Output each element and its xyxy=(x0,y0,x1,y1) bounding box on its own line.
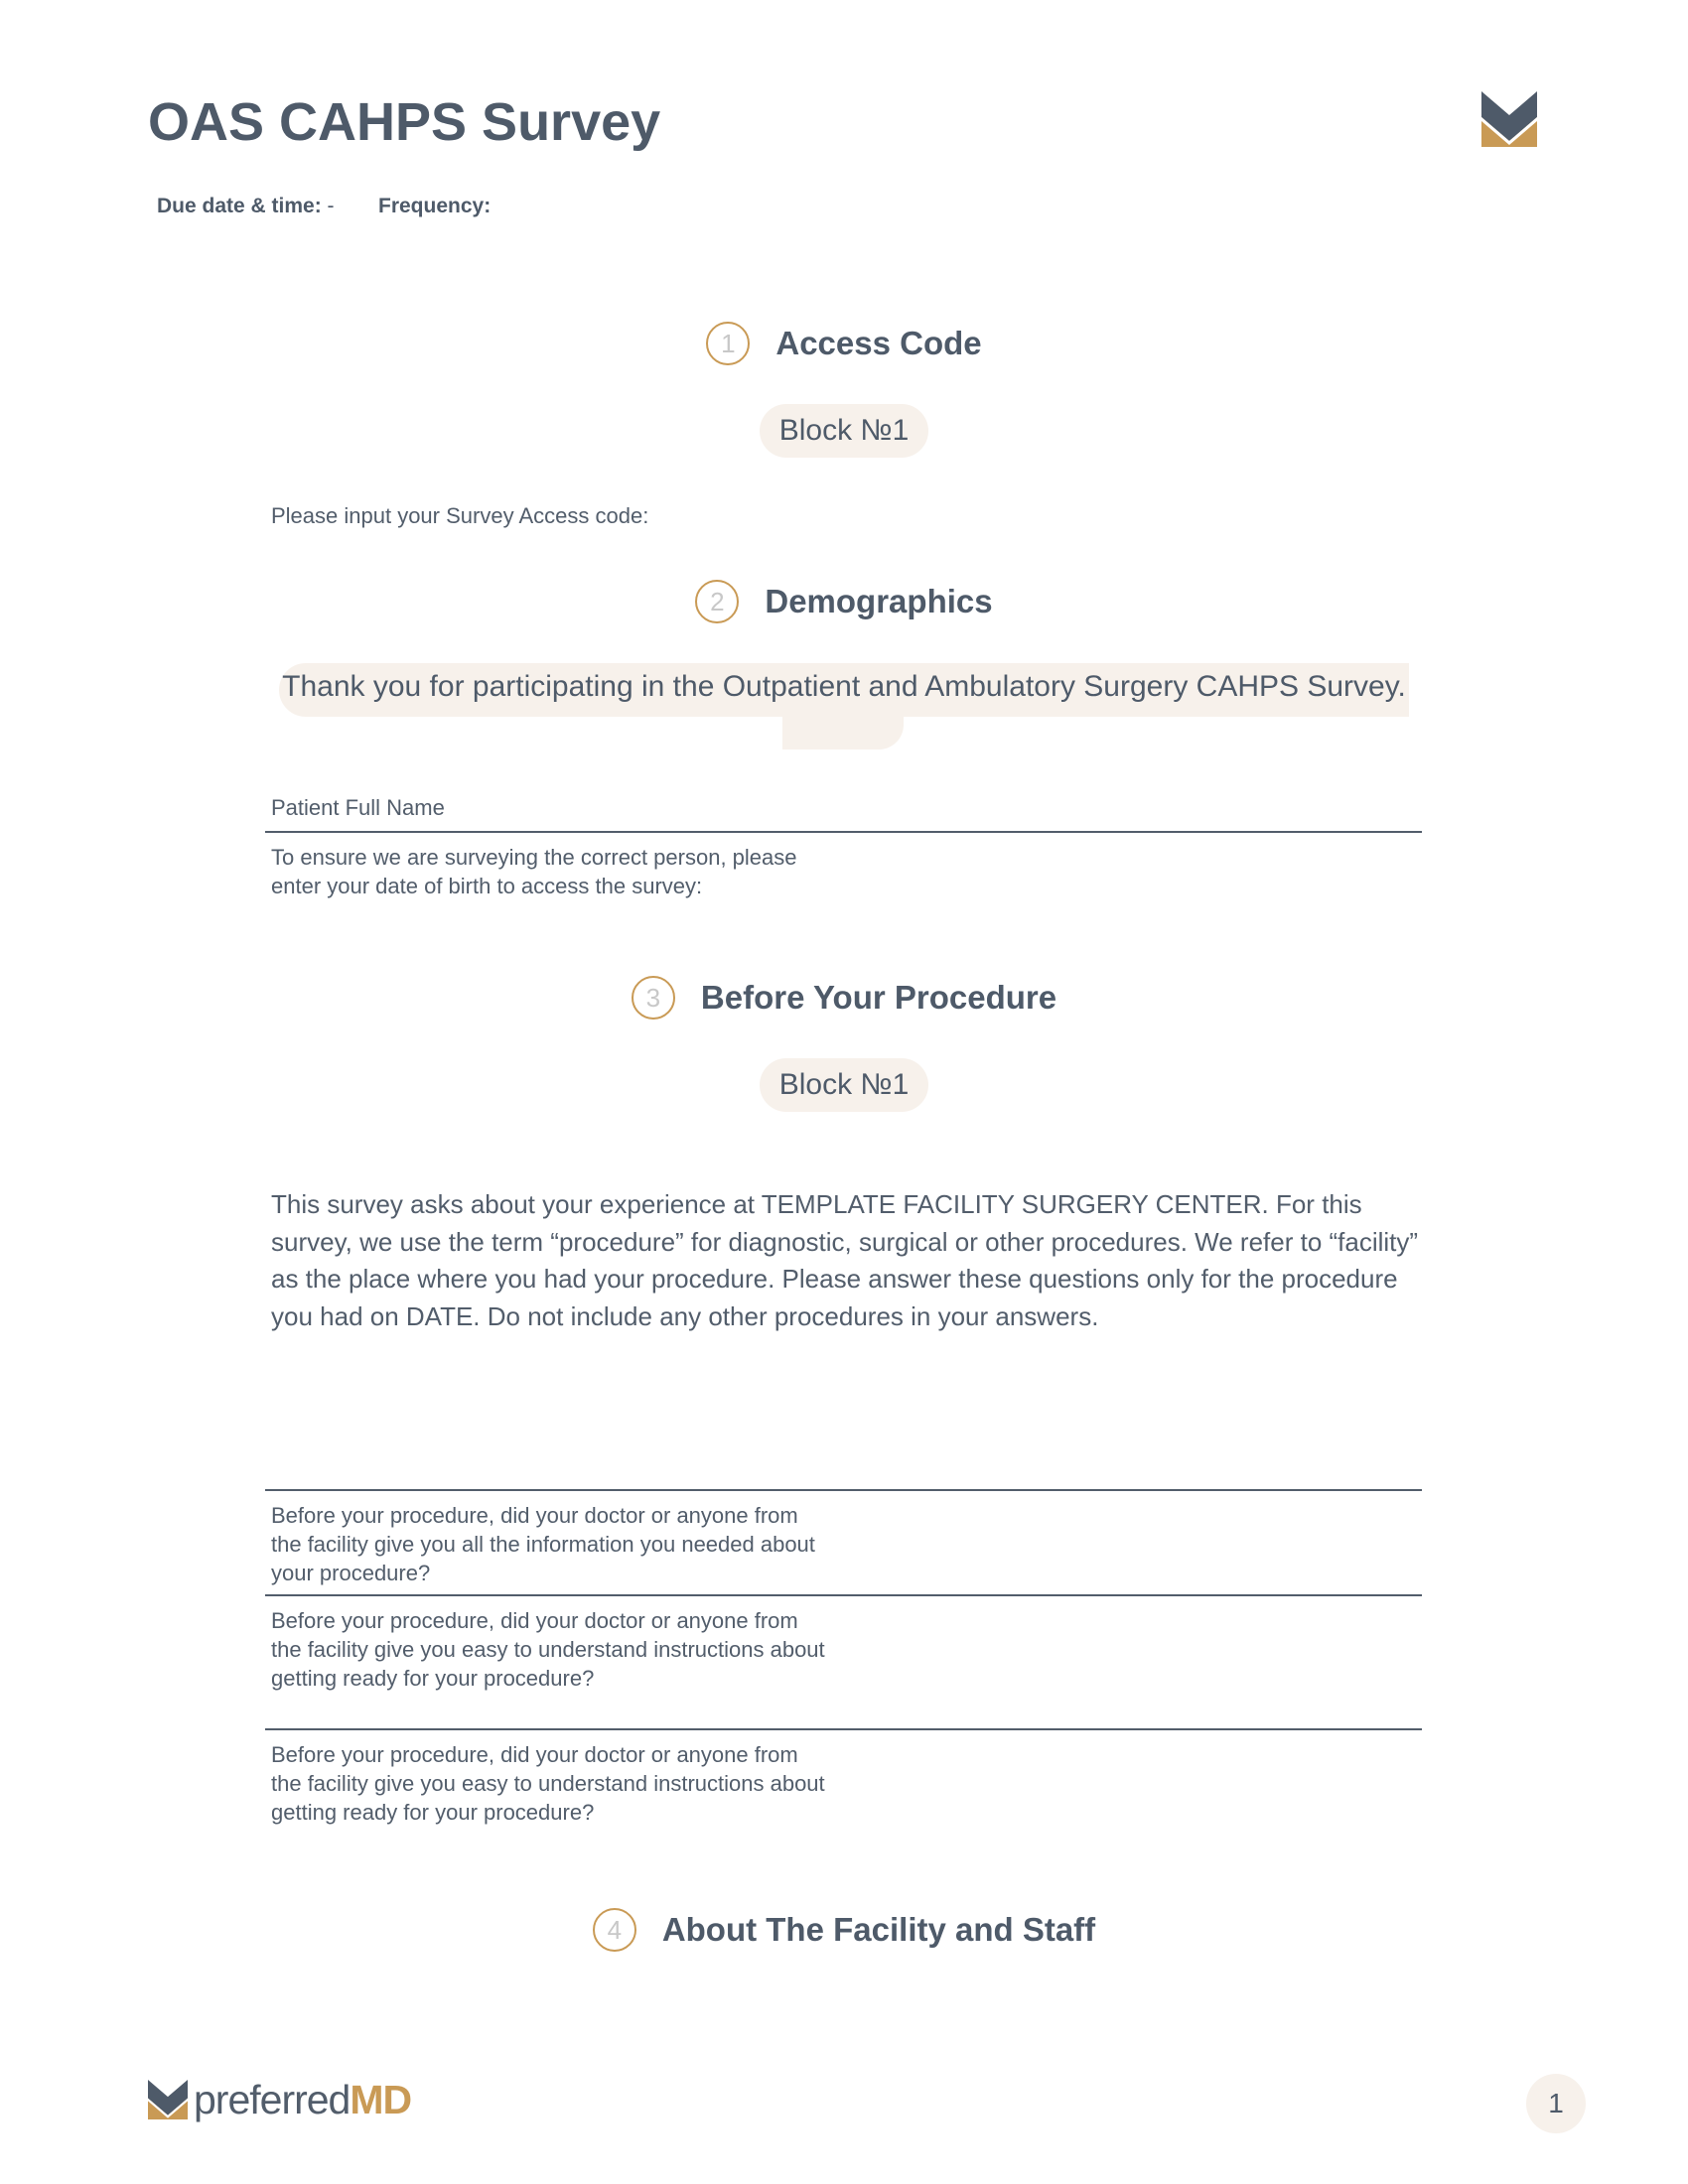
due-date-value: - xyxy=(327,195,335,217)
section-title: About The Facility and Staff xyxy=(661,1911,1096,1948)
question-1: Before your procedure, did your doctor or anyone from the facility give you all the information you needed about your procedure? xyxy=(271,1503,815,1585)
document-title: OAS CAHPS Survey xyxy=(148,92,661,152)
banner-background-tail xyxy=(782,700,904,750)
question-divider xyxy=(265,1728,1422,1730)
section-number: 1 xyxy=(706,322,750,365)
section-access-code xyxy=(0,314,1688,373)
thank-you-banner: Thank you for participating in the Outpatient and Ambulatory Surgery CAHPS Survey. xyxy=(282,670,1406,703)
section-number: 2 xyxy=(695,580,739,623)
due-date-label: Due date & time: xyxy=(157,195,322,217)
section-title: Demographics xyxy=(765,583,993,619)
page-number: 1 xyxy=(1526,2074,1586,2133)
block-label: Block №1 xyxy=(760,1058,929,1112)
question-2: Before your procedure, did your doctor or anyone from the facility give you easy to understand instructions about getting ready for your procedure? xyxy=(271,1608,825,1691)
footer-logo xyxy=(148,2070,411,2129)
question-divider xyxy=(265,1594,1422,1596)
section-facility-staff xyxy=(0,1900,1688,1960)
patient-name-field-underline[interactable] xyxy=(265,831,1422,833)
intro-paragraph: This survey asks about your experience at TEMPLATE FACILITY SURGERY CENTER. For this survey, we use the term “procedure” for diagnostic, surgical or other procedures. We refer to “facility” as the place where you had your procedure. Please answer these questions only for the procedure you had on DATE. Do not include any other procedures in your answers. xyxy=(271,1189,1419,1331)
preferredmd-logo-icon xyxy=(1481,91,1537,147)
brand-name: preferredMD xyxy=(194,2076,412,2122)
section-title: Before Your Procedure xyxy=(700,979,1057,1016)
question-3: Before your procedure, did your doctor or anyone from the facility give you easy to understand instructions about getting ready for your procedure? xyxy=(271,1742,825,1825)
block-label: Block №1 xyxy=(760,404,929,458)
section-number: 3 xyxy=(632,976,675,1020)
section-before-procedure xyxy=(0,968,1688,1027)
section-demographics xyxy=(0,572,1688,631)
question-divider xyxy=(265,1489,1422,1491)
due-date-field xyxy=(157,195,335,218)
block-badge xyxy=(0,1058,1688,1112)
dob-prompt: To ensure we are surveying the correct person, please enter your date of birth to access the survey: xyxy=(271,845,797,898)
frequency-label: Frequency: xyxy=(378,195,492,217)
access-code-prompt: Please input your Survey Access code: xyxy=(271,503,649,528)
patient-name-label: Patient Full Name xyxy=(271,795,445,820)
section-number: 4 xyxy=(593,1908,636,1952)
block-badge xyxy=(0,404,1688,458)
preferredmd-mark-icon xyxy=(148,2079,188,2120)
section-title: Access Code xyxy=(775,325,982,361)
